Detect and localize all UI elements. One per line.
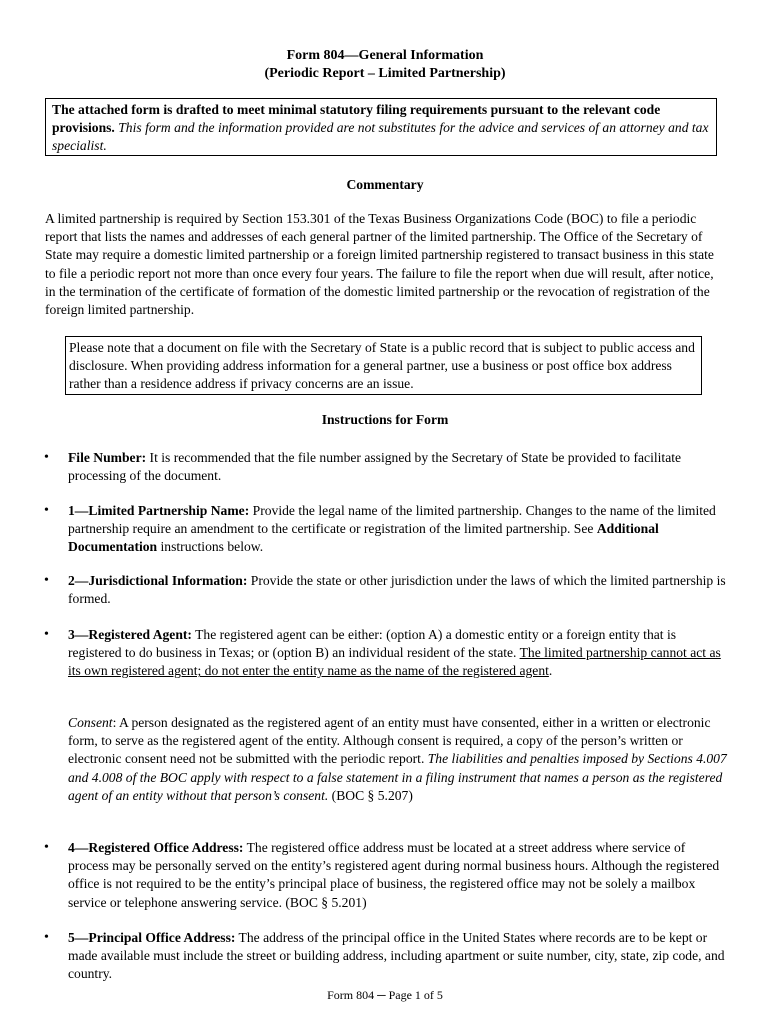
lp-name-label: 1—Limited Partnership Name: bbox=[68, 503, 250, 518]
instructions-heading: Instructions for Form bbox=[321, 412, 449, 427]
consent-text: : A person designated as the registered agent of an entity must have consented, either in a written or electronic form, to serve as the registered agent of the entity. Although consent is required, a copy of the person’s written or electronic consent need not be submitted with the periodic report. bbox=[68, 715, 711, 767]
jurisdiction-text: Provide the state or other jurisdiction under the laws of which the limited partnership is formed. bbox=[68, 573, 726, 607]
consent-citation: (BOC § 5.207) bbox=[328, 787, 413, 803]
page-footer: Form 804 ─ Page 1 of 5 bbox=[327, 988, 443, 1002]
lp-name-text: Provide the legal name of the limited partnership. Changes to the name of the limited partnership require an amendment to the certificate or registration of the limited partnership. See bbox=[68, 503, 716, 537]
additional-documentation-ref: Additional Documentation bbox=[68, 521, 659, 555]
commentary-paragraph: A limited partnership is required by Section 153.301 of the Texas Business Organizations Code (BOC) to file a periodic report that lists the names and addresses of each general partner of the limited partnership. The Office of the Secretary of State may require a domestic limited partnership or a foreign limited partnership registered to transact business in this state to file a periodic report not more than once every four years. The failure to file the report when due will result, after notice, in the termination of the certificate of formation of the domestic limited partnership or the revocation of registration of the foreign limited partnership. bbox=[45, 211, 714, 318]
registered-agent-warning: The limited partnership cannot act as its own registered agent; do not enter the entity name as the name of the registered agent bbox=[68, 645, 721, 679]
instruction-lp-name bbox=[68, 502, 728, 557]
notice-bold-text: The attached form is drafted to meet minimal statutory filing requirements pursuant to the relevant code provisions. bbox=[52, 102, 661, 136]
commentary-heading: Commentary bbox=[346, 177, 424, 192]
instruction-principal-office bbox=[68, 929, 728, 984]
instruction-file-number bbox=[68, 449, 728, 485]
form-subtitle: (Periodic Report – Limited Partnership) bbox=[264, 66, 506, 81]
bullet-icon: • bbox=[44, 930, 49, 945]
bullet-icon: • bbox=[44, 450, 49, 465]
bullet-icon: • bbox=[44, 627, 49, 642]
file-number-label: File Number: bbox=[68, 450, 147, 465]
statutory-notice-box bbox=[45, 98, 717, 156]
jurisdiction-label: 2—Jurisdictional Information: bbox=[68, 573, 248, 588]
consent-paragraph bbox=[68, 714, 728, 805]
registered-office-label: 4—Registered Office Address: bbox=[68, 840, 244, 855]
lp-name-tail: instructions below. bbox=[157, 539, 264, 555]
instruction-registered-office bbox=[68, 839, 728, 912]
registered-agent-text: The registered agent can be either: (option A) a domestic entity or a foreign entity that is registered to do business in Texas; or (option B) an individual resident of the state. bbox=[68, 627, 677, 661]
bullet-icon: • bbox=[44, 573, 49, 588]
registered-agent-label: 3—Registered Agent: bbox=[68, 627, 192, 642]
instruction-jurisdiction bbox=[68, 572, 728, 608]
registered-office-text: The registered office address must be located at a street address where service of process may be personally served on the entity’s registered agent during normal business hours. Although the registered office is not required to be the entity’s principal place of business, the registered office may not be solely a mailbox service or telephone answering service. (BOC § 5.201) bbox=[68, 840, 720, 910]
privacy-note-box: Please note that a document on file with the Secretary of State is a public record that is subject to public access and disclosure. When providing address information for a general partner, use a business or post office box address rather than a residence address if privacy concerns are an issue. bbox=[65, 336, 702, 395]
form-title: Form 804—General Information bbox=[286, 48, 484, 63]
bullet-icon: • bbox=[44, 840, 49, 855]
bullet-icon: • bbox=[44, 503, 49, 518]
registered-agent-end: . bbox=[548, 663, 553, 679]
consent-italic-text: The liabilities and penalties imposed by Sections 4.007 and 4.008 of the BOC apply with respect to a false statement in a filing instrument that names a person as the registered agent of an entity without that person’s consent. bbox=[68, 751, 727, 803]
instruction-registered-agent bbox=[68, 626, 728, 681]
consent-label: Consent bbox=[68, 715, 113, 730]
notice-italic-text: This form and the information provided are not substitutes for the advice and services of an attorney and tax specialist. bbox=[52, 120, 709, 154]
file-number-text: It is recommended that the file number assigned by the Secretary of State be provided to facilitate processing of the document. bbox=[68, 450, 682, 484]
principal-office-text: The address of the principal office in the United States where records are to be kept or made available must include the street or building address, including apartment or suite number, city, state, zip code, and country. bbox=[68, 930, 725, 982]
principal-office-label: 5—Principal Office Address: bbox=[68, 930, 236, 945]
